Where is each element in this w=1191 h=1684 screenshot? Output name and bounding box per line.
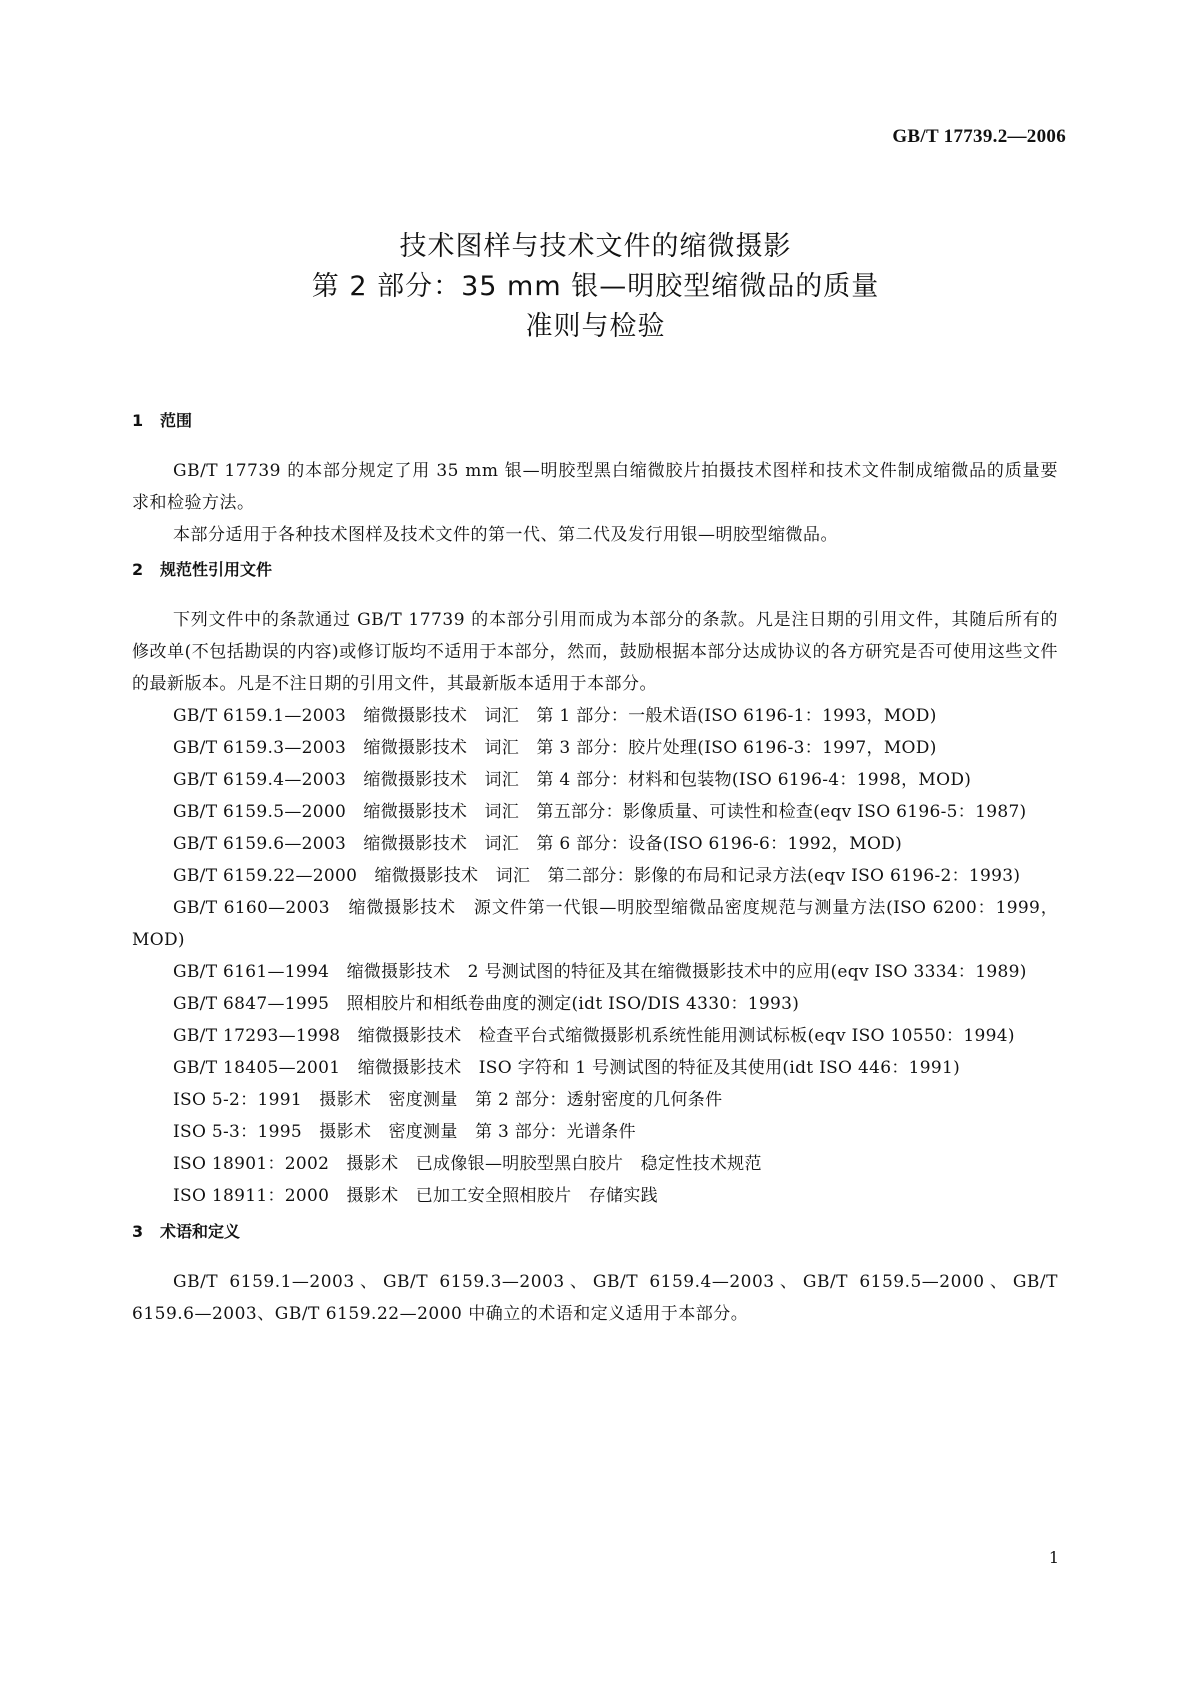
document-body xyxy=(132,410,1058,1330)
reference-item: ISO 5-2：1991 摄影术 密度测量 第 2 部分：透射密度的几何条件 xyxy=(173,1090,723,1110)
title-line-2: 第 2 部分：35 mm 银—明胶型缩微品的质量 xyxy=(311,271,880,302)
reference-list xyxy=(132,700,1058,1212)
scope-paragraph-1: GB/T 17739 的本部分规定了用 35 mm 银—明胶型黑白缩微胶片拍摄技术图样和技术文件制成缩微品的质量要求和检验方法。 xyxy=(132,461,1058,513)
reference-item: GB/T 6159.5—2000 缩微摄影技术 词汇 第五部分：影像质量、可读性和检查(eqv ISO 6196-5：1987) xyxy=(173,802,1027,822)
section-number: 3 xyxy=(132,1222,144,1241)
section-title: 术语和定义 xyxy=(160,1222,241,1241)
section-heading-terms xyxy=(132,1221,1058,1243)
reference-item: GB/T 6159.6—2003 缩微摄影技术 词汇 第 6 部分：设备(ISO 6196-6：1992，MOD) xyxy=(173,834,903,854)
standard-code: GB/T 17739.2—2006 xyxy=(892,126,1066,147)
reference-item: GB/T 18405—2001 缩微摄影技术 ISO 字符和 1 号测试图的特征及其使用(idt ISO 446：1991) xyxy=(173,1058,961,1078)
section-title: 规范性引用文件 xyxy=(160,560,273,579)
title-line-3: 准则与检验 xyxy=(525,311,666,342)
terms-paragraph: GB/T 6159.1—2003、GB/T 6159.3—2003、GB/T 6159.4—2003、GB/T 6159.5—2000、GB/T 6159.6—2003、GB/T 6159.22—2000 中确立的术语和定义适用于本部分。 xyxy=(132,1272,1058,1324)
reference-item: ISO 5-3：1995 摄影术 密度测量 第 3 部分：光谱条件 xyxy=(173,1122,636,1142)
section-heading-scope xyxy=(132,410,1058,432)
reference-item: GB/T 6159.22—2000 缩微摄影技术 词汇 第二部分：影像的布局和记录方法(eqv ISO 6196-2：1993) xyxy=(173,866,1021,886)
reference-item: GB/T 6847—1995 照相胶片和相纸卷曲度的测定(idt ISO/DIS 4330：1993) xyxy=(173,994,800,1014)
reference-item: GB/T 6159.3—2003 缩微摄影技术 词汇 第 3 部分：胶片处理(ISO 6196-3：1997，MOD) xyxy=(173,738,937,758)
references-intro: 下列文件中的条款通过 GB/T 17739 的本部分引用而成为本部分的条款。凡是注日期的引用文件，其随后所有的修改单(不包括勘误的内容)或修订版均不适用于本部分，然而，鼓励根据本部分达成协议的各方研究是否可使用这些文件的最新版本。凡是不注日期的引用文件，其最新版本适用于本部分。 xyxy=(132,610,1058,694)
reference-item: ISO 18901：2002 摄影术 已成像银—明胶型黑白胶片 稳定性技术规范 xyxy=(173,1154,762,1174)
section-title: 范围 xyxy=(160,411,193,430)
reference-item: GB/T 6159.1—2003 缩微摄影技术 词汇 第 1 部分：一般术语(ISO 6196-1：1993，MOD) xyxy=(173,706,937,726)
section-number: 2 xyxy=(132,560,144,579)
reference-item: GB/T 6160—2003 缩微摄影技术 源文件第一代银—明胶型缩微品密度规范与测量方法(ISO 6200：1999，MOD) xyxy=(132,898,1058,950)
section-heading-normative-references xyxy=(132,559,1058,581)
reference-item: GB/T 6161—1994 缩微摄影技术 2 号测试图的特征及其在缩微摄影技术中的应用(eqv ISO 3334：1989) xyxy=(173,962,1027,982)
reference-item: GB/T 6159.4—2003 缩微摄影技术 词汇 第 4 部分：材料和包装物(ISO 6196-4：1998，MOD) xyxy=(173,770,972,790)
reference-item: ISO 18911：2000 摄影术 已加工安全照相胶片 存储实践 xyxy=(173,1186,658,1206)
reference-item: GB/T 17293—1998 缩微摄影技术 检查平台式缩微摄影机系统性能用测试标板(eqv ISO 10550：1994) xyxy=(173,1026,1015,1046)
scope-paragraph-2: 本部分适用于各种技术图样及技术文件的第一代、第二代及发行用银—明胶型缩微品。 xyxy=(173,525,838,545)
page-number: 1 xyxy=(1048,1548,1059,1567)
section-number: 1 xyxy=(132,411,144,430)
document-title xyxy=(0,227,1191,347)
title-line-1: 技术图样与技术文件的缩微摄影 xyxy=(399,231,792,262)
